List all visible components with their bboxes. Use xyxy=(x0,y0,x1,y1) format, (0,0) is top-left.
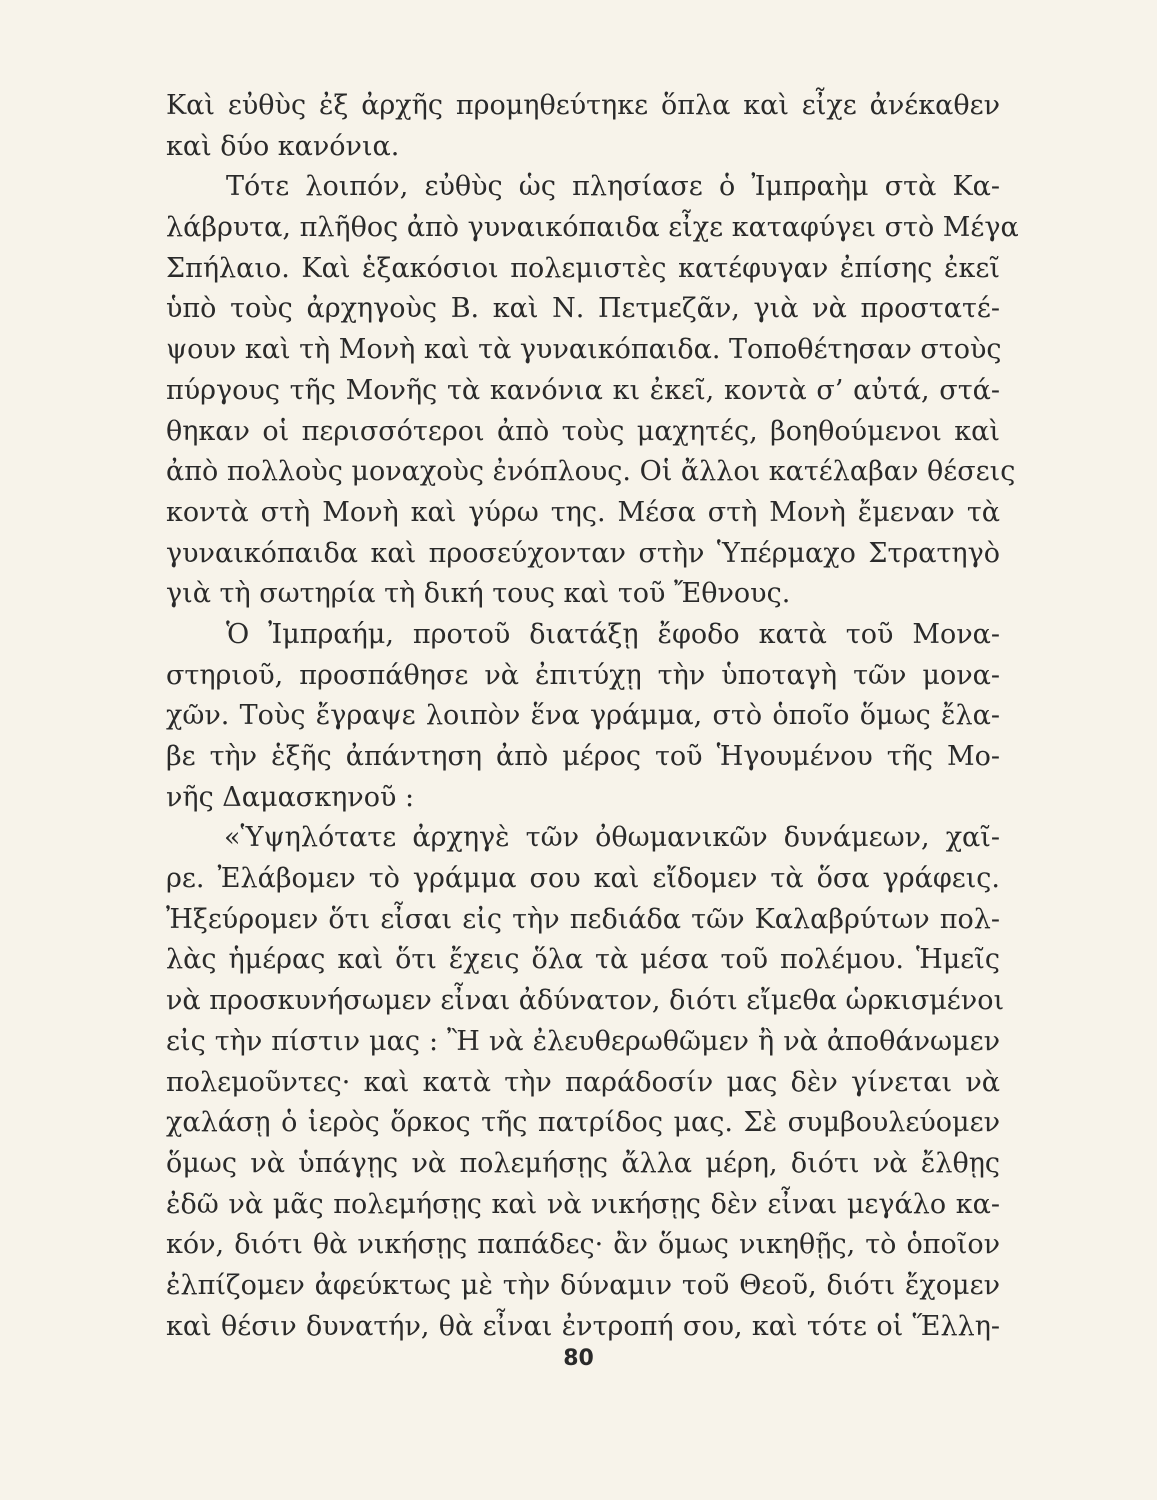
text-line: Ἠξεύρομεν ὅτι εἶσαι εἰς τὴν πεδιάδα τῶν Καλαβρύτων πολ- xyxy=(166,903,1000,935)
text-line: θηκαν οἱ περισσότεροι ἀπὸ τοὺς μαχητές, βοηθούμενοι καὶ xyxy=(166,415,1000,447)
text-line: καὶ δύο κανόνια. xyxy=(166,130,400,162)
text-line: γυναικόπαιδα καὶ προσεύχονταν στὴν Ὑπέρμαχο Στρατηγὸ xyxy=(166,537,1000,569)
text-line: Καὶ εὐθὺς ἐξ ἀρχῆς προμηθεύτηκε ὅπλα καὶ εἶχε ἀνέκαθεν xyxy=(166,90,1000,121)
text-line: πύργους τῆς Μονῆς τὰ κανόνια κι ἐκεῖ, κοντὰ σ’ αὐτά, στά- xyxy=(166,374,1000,406)
text-line: ψουν καὶ τὴ Μονὴ καὶ τὰ γυναικόπαιδα. Τοποθέτησαν στοὺς xyxy=(166,334,1002,366)
text-line: ὑπὸ τοὺς ἀρχηγοὺς Β. καὶ Ν. Πετμεζᾶν, γιὰ νὰ προστατέ- xyxy=(166,293,1000,325)
text-line: λὰς ἡμέρας καὶ ὅτι ἔχεις ὅλα τὰ μέσα τοῦ πολέμου. Ἡμεῖς xyxy=(166,944,1000,976)
text-line: Τότε λοιπόν, εὐθὺς ὡς πλησίασε ὁ Ἰμπραὴμ στὰ Κα- xyxy=(226,171,1000,203)
text-line: νῆς Δαμασκηνοῦ : xyxy=(166,781,415,813)
text-line: ρε. Ἐλάβομεν τὸ γράμμα σου καὶ εἴδομεν τὰ ὅσα γράφεις. xyxy=(166,863,1000,895)
text-line: κόν, διότι θὰ νικήσῃς παπάδες· ἂν ὅμως νικηθῇς, τὸ ὁποῖον xyxy=(166,1229,1000,1261)
text-line: ὅμως νὰ ὑπάγῃς νὰ πολεμήσῃς ἄλλα μέρη, διότι νὰ ἔλθῃς xyxy=(166,1147,1000,1179)
text-line: ἐλπίζομεν ἀφεύκτως μὲ τὴν δύναμιν τοῦ Θεοῦ, διότι ἔχομεν xyxy=(166,1269,1000,1301)
text-line: γιὰ τὴ σωτηρία τὴ δική τους καὶ τοῦ Ἔθνους. xyxy=(166,578,791,610)
text-line: πολεμοῦντες· καὶ κατὰ τὴν παράδοσίν μας δὲν γίνεται νὰ xyxy=(166,1066,1000,1098)
text-line: χῶν. Τοὺς ἔγραψε λοιπὸν ἕνα γράμμα, στὸ ὁποῖο ὅμως ἔλα- xyxy=(166,700,1000,732)
text-line: στηριοῦ, προσπάθησε νὰ ἐπιτύχῃ τὴν ὑποταγὴ τῶν μονα- xyxy=(166,659,1000,691)
text-line: ἀπὸ πολλοὺς μοναχοὺς ἐνόπλους. Οἱ ἄλλοι κατέλαβαν θέσεις xyxy=(166,456,1016,488)
text-line: κοντὰ στὴ Μονὴ καὶ γύρω της. Μέσα στὴ Μονὴ ἔμεναν τὰ xyxy=(166,496,1000,528)
text-line: ἐδῶ νὰ μᾶς πολεμήσῃς καὶ νὰ νικήσῃς δὲν εἶναι μεγάλο κα- xyxy=(166,1188,1000,1220)
text-line: Ὁ Ἰμπραήμ, προτοῦ διατάξῃ ἔφοδο κατὰ τοῦ Μονα- xyxy=(226,618,1000,650)
text-line: χαλάσῃ ὁ ἱερὸς ὅρκος τῆς πατρίδος μας. Σὲ συμβουλεύομεν xyxy=(166,1107,1000,1139)
text-line: βε τὴν ἑξῆς ἀπάντηση ἀπὸ μέρος τοῦ Ἡγουμένου τῆς Μο- xyxy=(166,741,1000,772)
body-text xyxy=(166,86,1019,1347)
text-line: καὶ θέσιν δυνατήν, θὰ εἶναι ἐντροπή σου, καὶ τότε οἱ Ἕλλη- xyxy=(166,1310,1000,1342)
text-line: Σπήλαιο. Καὶ ἑξακόσιοι πολεμιστὲς κατέφυγαν ἐπίσης ἐκεῖ xyxy=(166,252,1000,284)
text-line: λάβρυτα, πλῆθος ἀπὸ γυναικόπαιδα εἶχε καταφύγει στὸ Μέγα xyxy=(166,212,1019,244)
text-line: νὰ προσκυνήσωμεν εἶναι ἀδύνατον, διότι εἴμεθα ὡρκισμένοι xyxy=(166,985,1005,1017)
text-line: «Ὑψηλότατε ἀρχηγὲ τῶν ὀθωμανικῶν δυνάμεων, χαῖ- xyxy=(224,822,1000,854)
text-line: εἰς τὴν πίστιν μας : Ἢ νὰ ἐλευθερωθῶμεν ἢ νὰ ἀποθάνωμεν xyxy=(166,1025,1000,1057)
page-number: 80 xyxy=(563,1346,594,1371)
